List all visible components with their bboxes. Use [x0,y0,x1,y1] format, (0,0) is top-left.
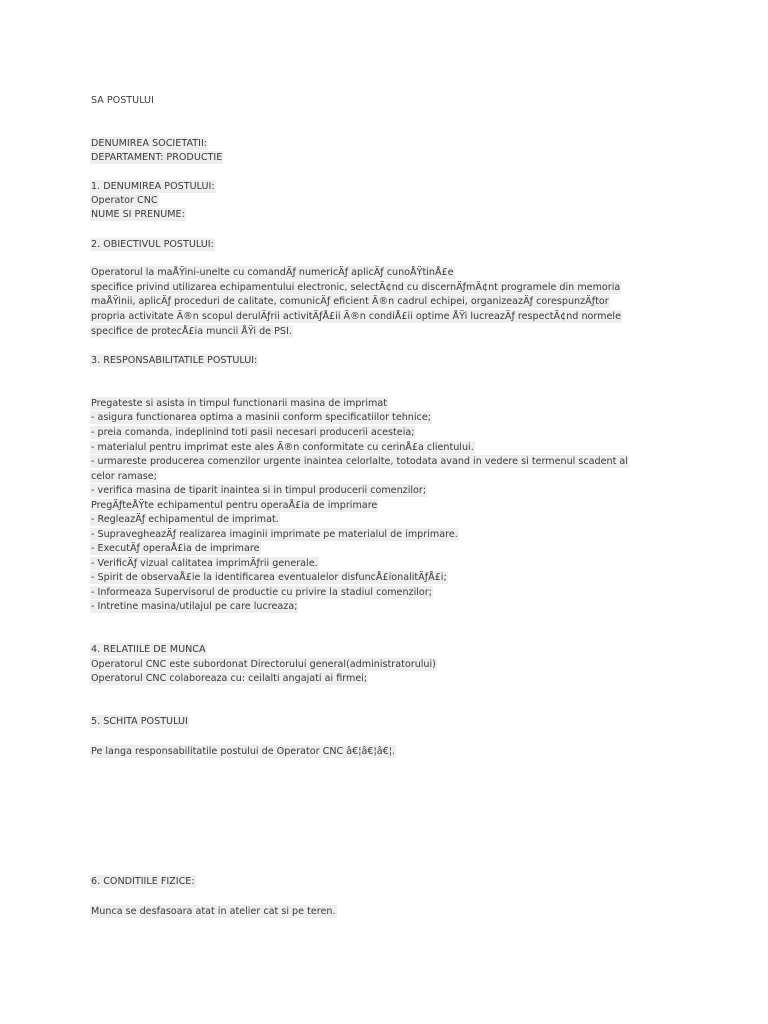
objective-line: specifice de protecÅ£ia muncii ÅŸi de PSI. [91,326,292,337]
section-1-heading: 1. DENUMIREA POSTULUI: [91,181,215,192]
objective-line: propria activitate Ã®n scopul derulÄƒrii activitÄƒÅ£ii Ã®n condiÅ£ii optime ÅŸi lucreazÄƒ respectÃ¢nd normele [91,311,621,322]
responsibility-line: Pregateste si asista in timpul functionarii masina de imprimat [91,398,388,409]
section-5-heading: 5. SCHITA POSTULUI [91,716,188,727]
physical-conditions-text: Munca se desfasoara atat in atelier cat si pe teren. [91,906,336,917]
department-label: DEPARTAMENT: PRODUCTIE [91,152,223,163]
responsibility-line: - materialul pentru imprimat este ales Ã®n conformitate cu cerinÅ£a clientului. [91,442,474,453]
company-name-label: DENUMIREA SOCIETATII: [91,138,208,149]
responsibility-line: - Intretine masina/utilajul pe care lucreaza; [91,601,298,612]
responsibility-line: celor ramase; [91,471,157,482]
responsibility-line: - asigura functionarea optima a masinii conform specificatiilor tehnice; [91,412,431,423]
section-4-heading: 4. RELATIILE DE MUNCA [91,644,206,655]
job-sketch-text: Pe langa responsabilitatile postului de Operator CNC â€¦â€¦â€¦. [91,746,395,757]
responsibility-line: - VerificÄƒ vizual calitatea imprimÄƒrii generale. [91,558,318,569]
responsibility-line: - verifica masina de tiparit inaintea si in timpul producerii comenzilor; [91,485,427,496]
document-title: SA POSTULUI [91,95,154,106]
name-label: NUME SI PRENUME: [91,209,185,220]
responsibility-line: - urmareste producerea comenzilor urgente inaintea celorlalte, totodata avand in vedere si termenul scadent al [91,456,628,467]
responsibility-line: - preia comanda, indeplinind toti pasii necesari producerii acesteia; [91,427,415,438]
responsibility-line: PregÄƒteÅŸte echipamentul pentru operaÅ£ia de imprimare [91,500,378,511]
objective-line: specifice privind utilizarea echipamentului electronic, selectÃ¢nd cu discernÄƒmÃ¢nt programele din memoria [91,282,621,293]
objective-line: Operatorul la maÅŸini-unelte cu comandÄƒ numericÄƒ aplicÄƒ cunoÅŸtinÅ£e [91,267,454,278]
relation-line: Operatorul CNC este subordonat Directorului general(administratorului) [91,659,436,670]
section-6-heading: 6. CONDITIILE FIZICE: [91,876,195,887]
responsibility-line: - Spirit de observaÅ£ie la identificarea eventualelor disfuncÅ£ionalitÄƒÅ£i; [91,572,447,583]
objective-line: maÅŸinii, aplicÄƒ proceduri de calitate, comunicÄƒ eficient Ã®n cadrul echipei, organizeazÄƒ corespunzÄƒtor [91,296,609,307]
responsibility-line: - ExecutÄƒ operaÅ£ia de imprimare [91,543,260,554]
job-title: Operator CNC [91,195,158,206]
section-2-heading: 2. OBIECTIVUL POSTULUI: [91,239,214,250]
relation-line: Operatorul CNC colaboreaza cu: ceilalti angajati ai firmei; [91,673,368,684]
section-3-heading: 3. RESPONSABILITATILE POSTULUI: [91,355,258,366]
responsibility-line: - RegleazÄƒ echipamentul de imprimat. [91,514,279,525]
responsibility-line: - SupravegheazÄƒ realizarea imaginii imprimate pe materialul de imprimare. [91,529,458,540]
responsibility-line: - Informeaza Supervisorul de productie cu privire la stadiul comenzilor; [91,587,432,598]
